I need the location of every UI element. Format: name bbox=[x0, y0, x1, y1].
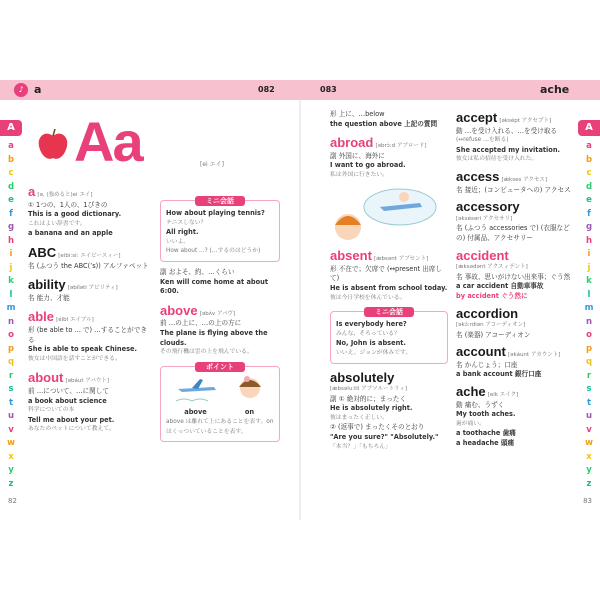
example: She accepted my invitation. bbox=[456, 145, 561, 154]
alphabet-index-item[interactable]: o bbox=[586, 330, 592, 340]
example: a banana and an apple bbox=[28, 229, 113, 238]
example: The plane is flying above the clouds. bbox=[160, 328, 268, 347]
headword: ache bbox=[456, 384, 486, 400]
pronunciation: [eik エイク] bbox=[487, 392, 519, 399]
definition: ① 1つの、1人の、1ぴきの bbox=[28, 200, 108, 209]
headword: accessory bbox=[456, 199, 520, 215]
alphabet-index-item[interactable]: b bbox=[585, 154, 593, 165]
alphabet-index-item[interactable]: j bbox=[9, 262, 13, 273]
dialog-line-jp: テニスしない？ bbox=[166, 219, 207, 226]
example: I want to go abroad. bbox=[330, 161, 406, 170]
dialog-line-jp: いいえ、ジョンが休みです。 bbox=[336, 349, 412, 356]
big-pron: [ei エイ] bbox=[200, 161, 224, 168]
alphabet-index-item[interactable]: s bbox=[8, 384, 14, 394]
alphabet-index-item[interactable]: t bbox=[8, 397, 14, 408]
alphabet-index-item[interactable]: s bbox=[586, 384, 592, 394]
entry-accordion bbox=[456, 306, 572, 341]
headword: accept bbox=[456, 110, 498, 125]
example-jp: 歯が痛い。 bbox=[456, 420, 485, 427]
dialog-note: How about ...? (…するのはどうか) bbox=[166, 248, 261, 255]
pronunciation: [éibl エイブル] bbox=[56, 317, 94, 324]
example-jp: 彼は今日学校を休んでいる。 bbox=[330, 294, 406, 301]
above-illustration bbox=[174, 375, 218, 418]
entry-ache bbox=[456, 384, 572, 449]
right-column-1 bbox=[330, 110, 448, 452]
alphabet-index-item[interactable]: q bbox=[7, 357, 15, 367]
page-number-right: 83 bbox=[583, 497, 592, 505]
pronunciation: [əksépt アクセプト] bbox=[499, 118, 552, 124]
alphabet-index-item[interactable]: f bbox=[587, 208, 591, 219]
alphabet-index-item[interactable]: e bbox=[8, 195, 14, 205]
alphabet-index-item[interactable]: g bbox=[585, 222, 593, 232]
alphabet-index-left[interactable] bbox=[4, 140, 18, 491]
header-left-audio: 082 bbox=[258, 85, 275, 94]
dialog-line: All right. bbox=[166, 228, 199, 237]
alphabet-index-item[interactable]: r bbox=[8, 370, 14, 381]
definition: 副 外国に、海外に bbox=[330, 151, 385, 160]
book-gutter bbox=[299, 100, 301, 520]
tab-right-a[interactable]: A bbox=[578, 120, 600, 136]
big-title: Aa bbox=[74, 110, 142, 173]
entry-account bbox=[456, 344, 572, 380]
alphabet-index-item[interactable]: u bbox=[7, 411, 15, 421]
airplane-icon bbox=[174, 375, 218, 405]
example-jp: これはよい辞書です。 bbox=[28, 220, 86, 227]
entry-accessory bbox=[456, 199, 572, 243]
pronunciation: [əksésəri アクセサリ] bbox=[456, 215, 513, 222]
example: He is absolutely right. bbox=[330, 404, 413, 413]
headword: accident bbox=[456, 247, 509, 263]
alphabet-index-item[interactable]: p bbox=[585, 343, 593, 354]
headword: above bbox=[160, 302, 198, 318]
example: She is able to speak Chinese. bbox=[28, 345, 137, 354]
definition: 動 痛む、うずく bbox=[456, 400, 505, 409]
dialog-line-jp: いいよ。 bbox=[166, 238, 190, 245]
entry-absolutely bbox=[330, 370, 448, 453]
alphabet-index-item[interactable]: l bbox=[9, 289, 13, 300]
alphabet-index-item[interactable]: x bbox=[8, 451, 14, 462]
entry-a bbox=[28, 184, 152, 239]
definition: 動 …を受け入れる、…を受け取る bbox=[456, 126, 558, 135]
definition: 副 ① 絶対的に；まったく bbox=[330, 394, 407, 403]
alphabet-index-item[interactable]: n bbox=[7, 316, 15, 327]
headword: accordion bbox=[456, 305, 519, 321]
alphabet-index-item[interactable]: m bbox=[6, 303, 16, 313]
alphabet-index-item[interactable]: z bbox=[586, 478, 592, 489]
example: This is a good dictionary. bbox=[28, 210, 122, 219]
example: a car accident 自動車事故 bbox=[456, 282, 544, 291]
girl-icon bbox=[233, 375, 267, 405]
alphabet-index-item[interactable]: b bbox=[7, 154, 15, 165]
definition: 形 (be able to ... で) …することができる bbox=[28, 325, 147, 344]
alphabet-index-item[interactable]: q bbox=[585, 357, 593, 367]
definition: 名 事故、思いがけない出来事；ぐう然 bbox=[456, 272, 571, 281]
alphabet-index-item[interactable]: n bbox=[585, 316, 593, 327]
point-box bbox=[160, 362, 280, 442]
alphabet-index-item[interactable]: w bbox=[7, 438, 15, 448]
example-jp: 私は外国に行きたい。 bbox=[330, 171, 388, 178]
example-jp: 彼女は私の招待を受け入れた。 bbox=[456, 156, 538, 163]
point-note: above は離れて上にあることを表す。on はくっついていることを表す。 bbox=[166, 418, 274, 435]
alphabet-index-item[interactable]: g bbox=[7, 222, 15, 232]
alphabet-index-item[interactable]: c bbox=[8, 168, 14, 178]
example: My tooth aches. bbox=[456, 410, 516, 419]
caption: on bbox=[244, 408, 255, 417]
alphabet-index-item[interactable]: d bbox=[585, 181, 593, 192]
mini-dialog-label: ミニ会話 bbox=[195, 196, 245, 206]
example-jp: あなたのペットについて教えて。 bbox=[28, 426, 115, 433]
alphabet-index-item[interactable]: r bbox=[586, 370, 592, 381]
alphabet-index-item[interactable]: x bbox=[586, 451, 592, 462]
entry-about-adv bbox=[160, 268, 280, 297]
example: the question above 上記の質問 bbox=[330, 119, 438, 128]
left-column-2 bbox=[160, 194, 280, 442]
pronunciation: [əbrɔ́:d アブロード] bbox=[375, 143, 427, 150]
headword: absent bbox=[330, 248, 372, 264]
definition: 名 能力、才能 bbox=[28, 293, 70, 302]
definition: 前 …について、…に関して bbox=[28, 386, 109, 395]
headword: ability bbox=[28, 277, 66, 293]
example: He is absent from school today. bbox=[330, 283, 448, 292]
pronunciation: [eibi:si: エイビースィー] bbox=[58, 252, 121, 259]
dialog-line: Is everybody here? bbox=[336, 320, 407, 329]
tab-left-a[interactable]: A bbox=[0, 120, 22, 136]
alphabet-index-item[interactable]: i bbox=[587, 249, 591, 259]
definition: 名 (楽器) アコーディオン bbox=[456, 330, 531, 339]
headword: ABC bbox=[28, 244, 57, 260]
alphabet-index-item[interactable]: j bbox=[587, 262, 591, 273]
pronunciation: [əbíləti アビリティ] bbox=[67, 285, 118, 292]
alphabet-index-item[interactable]: v bbox=[8, 424, 14, 435]
example-jp: 科学についての本 bbox=[28, 407, 75, 414]
pronunciation: [əkɔ́:rdiən アコーディオン] bbox=[456, 322, 526, 329]
definition: 形 不在で；欠席で (↔present 出席して) bbox=[330, 264, 442, 283]
alphabet-index-item[interactable]: z bbox=[8, 478, 14, 489]
entry-about bbox=[28, 370, 152, 435]
example: Ken will come home at about 6:00. bbox=[160, 277, 269, 296]
alphabet-index-item[interactable]: f bbox=[9, 208, 13, 219]
alphabet-index-item[interactable]: y bbox=[8, 465, 14, 475]
definition: 名 (ふつう the ABC(’s)) アルファベット bbox=[28, 261, 149, 270]
caption: above bbox=[184, 408, 207, 417]
example-jp: 彼はまったく正しい。 bbox=[330, 414, 388, 421]
alphabet-index-item[interactable]: c bbox=[586, 168, 592, 178]
alphabet-index-item[interactable]: p bbox=[7, 343, 15, 354]
example: Tell me about your pet. bbox=[28, 415, 115, 424]
point-illustrations bbox=[166, 375, 274, 418]
alphabet-index-item[interactable]: m bbox=[584, 303, 594, 313]
pronunciation: [əkáunt アカウント] bbox=[507, 352, 561, 359]
alphabet-index-item[interactable]: v bbox=[586, 424, 592, 435]
example: a headache 頭痛 bbox=[456, 439, 515, 448]
definition: 前 …の上に、…の上の方に bbox=[160, 319, 242, 328]
entry-abroad bbox=[330, 135, 448, 180]
alphabet-index-item[interactable]: k bbox=[8, 276, 14, 286]
alphabet-index-right[interactable] bbox=[582, 140, 596, 491]
headword: a bbox=[28, 184, 36, 199]
alphabet-index-item[interactable]: a bbox=[586, 141, 592, 151]
dictionary-spread bbox=[0, 80, 600, 520]
pronunciation: [əbáut アバウト] bbox=[65, 378, 109, 385]
entry-absent bbox=[330, 248, 448, 303]
example: "Are you sure?" "Absolutely." bbox=[330, 433, 439, 442]
dialog-line-jp: みんな、そろっている？ bbox=[336, 330, 400, 337]
mini-dialog-box bbox=[330, 308, 448, 363]
pronunciation: [ǽbsənt アブセント] bbox=[374, 256, 429, 263]
example-jp: 「本当？」「もちろん」 bbox=[330, 443, 391, 450]
alphabet-index-item[interactable]: t bbox=[586, 397, 592, 408]
right-column-2 bbox=[456, 110, 572, 449]
entry-above bbox=[160, 303, 280, 358]
boy-airplane-illustration bbox=[330, 185, 440, 245]
alphabet-index-item[interactable]: e bbox=[586, 195, 592, 205]
definition-note: (↔refuse …を断る) bbox=[456, 137, 509, 144]
alphabet-index-item[interactable]: o bbox=[8, 330, 14, 340]
pronunciation: [əbʌ́v アバヴ] bbox=[199, 310, 236, 317]
left-column-1 bbox=[28, 184, 152, 435]
example: a toothache 歯痛 bbox=[456, 429, 516, 438]
audio-badge-icon: ♪ bbox=[14, 83, 28, 97]
entry-accept bbox=[456, 110, 572, 165]
definition: 名 接近；(コンピュータへの) アクセス bbox=[456, 185, 571, 194]
header-right-audio: 083 bbox=[320, 85, 337, 94]
headword: abroad bbox=[330, 135, 374, 151]
alphabet-index-item[interactable]: k bbox=[586, 276, 592, 286]
example: a bank account 銀行口座 bbox=[456, 370, 542, 379]
alphabet-index-item[interactable]: w bbox=[585, 438, 593, 448]
entry-abc bbox=[28, 245, 152, 271]
entry-accident bbox=[456, 248, 572, 302]
alphabet-index-item[interactable]: y bbox=[586, 465, 592, 475]
pronunciation: [ǽbsəlu:tli アブソルートリィ] bbox=[330, 386, 408, 393]
apple-icon bbox=[36, 128, 70, 162]
entry-ability bbox=[28, 277, 152, 303]
alphabet-index-item[interactable]: u bbox=[585, 411, 593, 421]
definition: 副 およそ、約、…くらい bbox=[160, 267, 235, 276]
example: a book about science bbox=[28, 396, 107, 405]
alphabet-index-item[interactable]: a bbox=[8, 141, 14, 151]
headword: access bbox=[456, 168, 500, 184]
headword: absolutely bbox=[330, 369, 395, 385]
pronunciation: [ǽksədənt アクスィデント] bbox=[456, 264, 528, 271]
example-jp: その飛行機は雲の上を飛んでいる。 bbox=[160, 349, 253, 356]
definition: 形 上に、…below bbox=[330, 110, 385, 118]
header-left-letter: a bbox=[34, 83, 42, 96]
alphabet-index-item[interactable]: h bbox=[7, 235, 15, 246]
definition: 名 かんじょう；口座 bbox=[456, 360, 518, 369]
headword: able bbox=[28, 309, 55, 325]
entry-access bbox=[456, 169, 572, 195]
pronunciation: [ə, (強めると)ei エイ] bbox=[37, 192, 93, 198]
alphabet-index-item[interactable]: l bbox=[587, 289, 591, 300]
alphabet-index-item[interactable]: h bbox=[585, 235, 593, 246]
alphabet-index-item[interactable]: d bbox=[7, 181, 15, 192]
header-bar bbox=[0, 80, 600, 100]
point-label: ポイント bbox=[195, 362, 245, 372]
page-number-left: 82 bbox=[8, 497, 17, 505]
definition: 名 (ふつう accessories で) (衣服などの) 付属品、アクセサリー bbox=[456, 224, 570, 242]
example-jp: 彼女は中国語を話すことができる。 bbox=[28, 355, 121, 362]
on-illustration bbox=[233, 375, 267, 418]
headword: account bbox=[456, 344, 506, 360]
mini-dialog-box bbox=[160, 197, 280, 262]
headword: about bbox=[28, 370, 64, 386]
dialog-line: No, John is absent. bbox=[336, 339, 406, 348]
mini-dialog-label: ミニ会話 bbox=[364, 307, 414, 317]
pronunciation: [ǽkses アクセス] bbox=[501, 176, 548, 183]
alphabet-index-item[interactable]: i bbox=[9, 249, 13, 259]
dialog-line: How about playing tennis? bbox=[166, 209, 265, 217]
definition: ② (返事で) まったくそのとおり bbox=[330, 423, 425, 432]
entry-above-cont bbox=[330, 110, 448, 129]
example: by accident ぐう然に bbox=[456, 291, 528, 300]
entry-able bbox=[28, 309, 152, 364]
header-right-word: ache bbox=[540, 83, 570, 96]
